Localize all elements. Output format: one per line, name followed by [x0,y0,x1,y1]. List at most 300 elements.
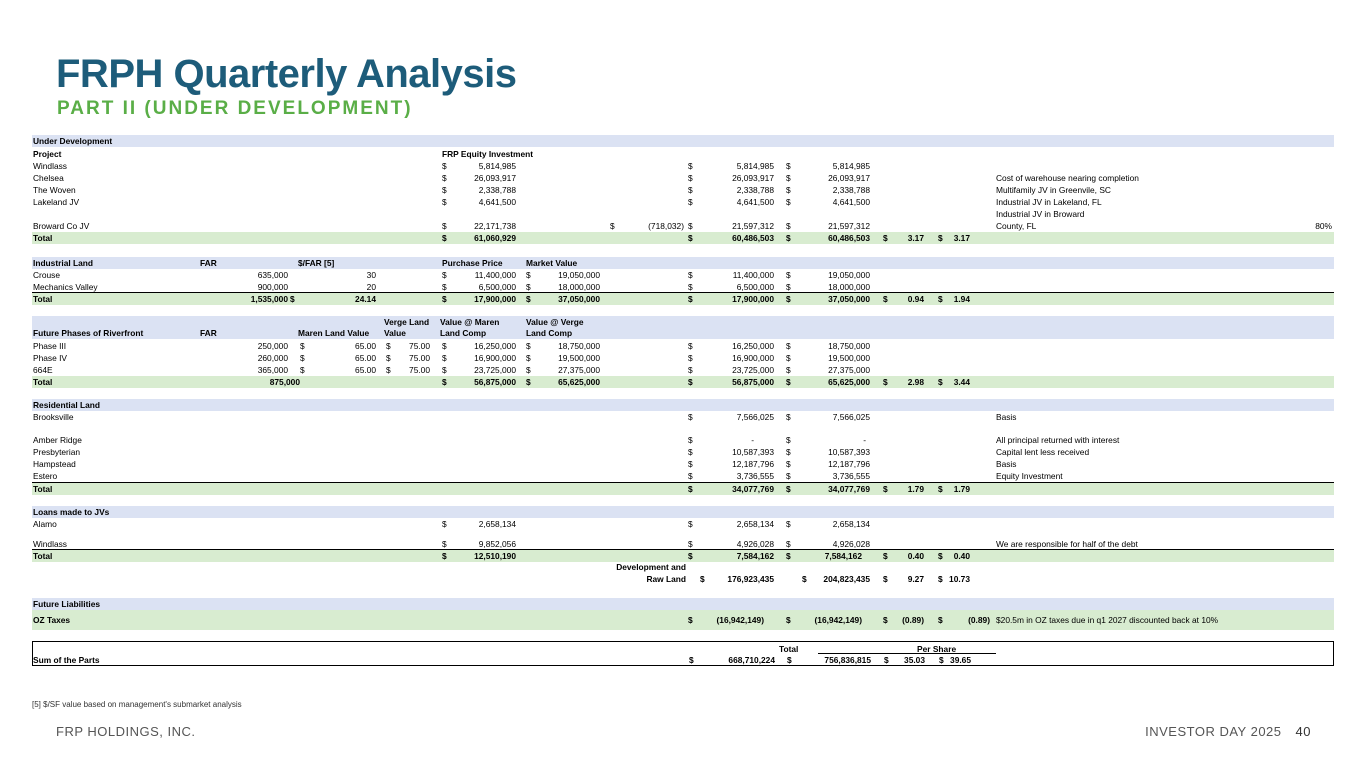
col-project: Project [33,149,62,159]
low-value: (16,942,149) [716,615,764,625]
total-label: Total [33,233,53,243]
currency: $ [442,282,447,292]
table-row-note [32,208,1334,220]
low-value: 2,658,134 [736,519,774,529]
currency: $ [884,655,889,665]
loan-amount: 12,510,190 [474,551,516,561]
currency: $ [786,270,791,280]
currency: $ [526,270,531,280]
table-row [32,160,1334,172]
dev-raw-label-1: Development and [616,562,686,572]
residential-name: Estero [33,471,58,481]
table-row [32,364,1334,376]
high-value: 2,658,134 [832,519,870,529]
value-verge: 27,375,000 [558,365,600,375]
currency: $ [688,519,693,529]
per-share-low: (0.89) [902,615,924,625]
table-row [32,446,1334,458]
currency: $ [688,294,693,304]
high-value: 19,500,000 [828,353,870,363]
col-value-verge-2: Land Comp [526,328,573,338]
high-value: 34,077,769 [828,484,870,494]
high-value: 65,625,000 [828,377,870,387]
total-low: 668,710,224 [728,655,775,665]
high-value: 4,926,028 [832,539,870,549]
col-far: FAR [200,258,217,268]
currency: $ [688,435,693,445]
currency: $ [883,294,888,304]
loan-amount: 2,658,134 [478,519,516,529]
maren-value: 65.00 [355,353,376,363]
table-row [32,220,1334,232]
currency: $ [786,221,791,231]
value-maren: 16,900,000 [474,353,516,363]
high-value: 5,814,985 [832,161,870,171]
price-per-far: 20 [366,282,376,292]
low-value: 11,400,000 [732,270,774,280]
per-share-low: 1.79 [907,484,924,494]
currency: $ [688,484,693,494]
per-share-low: 3.17 [907,233,924,243]
currency: $ [786,197,791,207]
currency: $ [688,282,693,292]
high-value: 18,750,000 [828,341,870,351]
currency: $ [786,185,791,195]
currency: $ [442,185,447,195]
currency: $ [883,615,888,625]
currency: $ [526,353,531,363]
high-value: 21,597,312 [828,221,870,231]
equity-value: 2,338,788 [478,185,516,195]
far-value: 875,000 [269,377,300,387]
section-label: Under Development [33,136,113,146]
per-share-low: 35.03 [904,655,925,665]
low-value: 6,500,000 [736,282,774,292]
per-share-high: 0.40 [953,551,970,561]
per-share-high: 1.94 [953,294,970,304]
high-value: 10,587,393 [828,447,870,457]
section-future-liabilities [32,598,1334,610]
col-frp-equity: FRP Equity Investment [442,149,534,159]
per-share-low: 0.40 [907,551,924,561]
currency: $ [938,294,943,304]
ownership-percent: 80% [1315,221,1332,231]
project-name: Lakeland JV [33,197,80,207]
far-value: 250,000 [257,341,288,351]
per-share-low: 9.27 [907,574,924,584]
value-verge: 19,500,000 [558,353,600,363]
table-row [32,458,1334,470]
currency: $ [786,377,791,387]
row-note: All principal returned with interest [996,435,1120,445]
per-share-high: 3.17 [953,233,970,243]
col-market-value: Market Value [526,258,578,268]
summary-divider [818,653,996,654]
total-row [32,292,1334,305]
maren-value: 65.00 [355,365,376,375]
currency: $ [786,435,791,445]
currency: $ [442,365,447,375]
low-value: 4,926,028 [736,539,774,549]
low-value: 21,597,312 [732,221,774,231]
currency: $ [938,615,943,625]
section-label: Industrial Land [33,258,94,268]
currency: $ [786,551,791,561]
currency: $ [939,655,944,665]
maren-value: 65.00 [355,341,376,351]
row-note: We are responsible for half of the debt [996,539,1138,549]
currency: $ [442,233,447,243]
currency: $ [938,484,943,494]
market-value: 18,000,000 [558,282,600,292]
currency: $ [300,341,305,351]
currency: $ [938,233,943,243]
currency: $ [938,551,943,561]
high-value: 7,584,162 [824,551,862,561]
currency: $ [300,365,305,375]
currency: $ [786,459,791,469]
currency: $ [442,197,447,207]
col-maren-land-value: Maren Land Value [298,328,370,338]
high-value: 7,566,025 [832,412,870,422]
per-share-high: 39.65 [950,655,971,665]
currency: $ [688,161,693,171]
currency: $ [688,197,693,207]
currency: $ [688,341,693,351]
row-note: Cost of warehouse nearing completion [996,173,1139,183]
high-value: - [863,435,866,445]
currency: $ [787,655,792,665]
currency: $ [689,655,694,665]
currency: $ [883,484,888,494]
high-value: 2,338,788 [832,185,870,195]
currency: $ [786,365,791,375]
currency: $ [688,447,693,457]
currency: $ [786,161,791,171]
col-value-maren-2: Land Comp [440,328,487,338]
col-price-per-far: $/FAR [5] [298,258,335,268]
currency: $ [938,574,943,584]
value-maren: 56,875,000 [474,377,516,387]
currency: $ [526,282,531,292]
sum-of-parts-label: Sum of the Parts [33,655,100,665]
currency: $ [802,574,807,584]
currency: $ [688,270,693,280]
per-share-high: 3.44 [953,377,970,387]
row-note: Equity Investment [996,471,1063,481]
currency: $ [442,221,447,231]
high-value: 37,050,000 [828,294,870,304]
residential-name: Amber Ridge [33,435,82,445]
currency: $ [786,447,791,457]
currency: $ [688,471,693,481]
residential-name: Presbyterian [33,447,81,457]
loan-name: Windlass [33,539,67,549]
low-value: 26,093,917 [732,173,774,183]
currency: $ [526,365,531,375]
currency: $ [786,353,791,363]
col-total: Total [779,644,799,654]
table-row [32,269,1334,281]
far-value: 260,000 [257,353,288,363]
currency: $ [883,551,888,561]
price-per-far: 24.14 [355,294,376,304]
high-value: 3,736,555 [832,471,870,481]
page-title: FRPH Quarterly Analysis [56,52,517,96]
col-purchase-price: Purchase Price [442,258,503,268]
purchase-value: 11,400,000 [474,270,516,280]
table-row [32,184,1334,196]
currency: $ [786,412,791,422]
section-industrial-land [32,257,1334,269]
project-name: The Woven [33,185,76,195]
total-label: Total [33,377,53,387]
low-value: 5,814,985 [736,161,774,171]
section-residential-land [32,399,1334,411]
currency: $ [786,341,791,351]
footer-company: FRP HOLDINGS, INC. [56,724,196,739]
currency: $ [442,377,447,387]
total-row [32,232,1334,244]
low-value: 2,338,788 [736,185,774,195]
low-value: 60,486,503 [732,233,774,243]
currency: $ [688,173,693,183]
currency: $ [700,574,705,584]
low-value: 23,725,000 [732,365,774,375]
low-value: 17,900,000 [732,294,774,304]
high-value: (16,942,149) [814,615,862,625]
section-label: Future Liabilities [33,599,101,609]
loan-name: Alamo [33,519,57,529]
currency: $ [442,353,447,363]
low-value: 176,923,435 [727,574,774,584]
high-value: 26,093,917 [828,173,870,183]
adjustment-value: (718,032) [648,221,684,231]
per-share-low: 0.94 [907,294,924,304]
high-value: 12,187,796 [828,459,870,469]
equity-value: 61,060,929 [474,233,516,243]
table-row [32,518,1334,530]
currency: $ [688,233,693,243]
currency: $ [442,341,447,351]
project-name: Chelsea [33,173,64,183]
currency: $ [526,341,531,351]
col-per-share: Per Share [917,644,957,654]
total-high: 756,836,815 [824,655,871,665]
col-far: FAR [200,328,217,338]
row-note: Basis [996,412,1017,422]
value-maren: 16,250,000 [474,341,516,351]
high-value: 204,823,435 [823,574,870,584]
footer-event [1145,724,1311,739]
currency: $ [386,353,391,363]
low-value: 16,250,000 [732,341,774,351]
far-value: 635,000 [257,270,288,280]
dev-raw-land-row [32,561,1334,585]
total-label: Total [33,294,53,304]
currency: $ [688,185,693,195]
row-note: County, FL [996,221,1037,231]
currency: $ [688,551,693,561]
project-name: Broward Co JV [33,221,90,231]
currency: $ [386,341,391,351]
row-note: $20.5m in OZ taxes due in q1 2027 discounted back at 10% [996,615,1219,625]
residential-name: Brooksville [33,412,74,422]
low-value: 4,641,500 [736,197,774,207]
phase-name: 664E [33,365,53,375]
phase-name: Phase III [33,341,67,351]
under-development-col-headers [32,148,1334,160]
oz-taxes-row [32,610,1334,630]
high-value: 18,000,000 [828,282,870,292]
high-value: 4,641,500 [832,197,870,207]
currency: $ [688,615,693,625]
per-share-low: 2.98 [907,377,924,387]
page-subtitle: PART II (UNDER DEVELOPMENT) [57,98,413,119]
currency: $ [688,365,693,375]
table-row [32,470,1334,482]
currency: $ [290,294,295,304]
page-number: 40 [1295,724,1311,739]
high-value: 19,050,000 [828,270,870,280]
currency: $ [442,270,447,280]
oz-taxes-label: OZ Taxes [33,615,71,625]
far-value: 365,000 [257,365,288,375]
low-value: 10,587,393 [732,447,774,457]
sum-of-parts-box [32,641,1334,666]
row-note: Capital lent less received [996,447,1090,457]
currency: $ [688,221,693,231]
project-name: Windlass [33,161,67,171]
table-row [32,172,1334,184]
equity-value: 5,814,985 [478,161,516,171]
currency: $ [610,221,615,231]
section-future-phases [32,316,1334,339]
high-value: 27,375,000 [828,365,870,375]
table-row [32,196,1334,208]
currency: $ [688,412,693,422]
price-per-far: 30 [366,270,376,280]
per-share-high: 1.79 [953,484,970,494]
currency: $ [442,551,447,561]
row-note: Industrial JV in Broward [996,209,1085,219]
col-value-verge: Value @ Verge [526,317,584,327]
far-value: 1,535,000 [250,294,288,304]
currency: $ [786,484,791,494]
section-under-development [32,135,1334,147]
equity-value: 4,641,500 [478,197,516,207]
currency: $ [386,365,391,375]
verge-value: 75.00 [409,341,430,351]
currency: $ [786,539,791,549]
currency: $ [688,459,693,469]
col-verge-land-value: Verge Land [384,317,430,327]
currency: $ [938,377,943,387]
low-value: 7,566,025 [736,412,774,422]
currency: $ [300,353,305,363]
section-label: Residential Land [33,400,101,410]
total-row [32,482,1334,495]
verge-value: 75.00 [409,353,430,363]
row-note: Industrial JV in Lakeland, FL [996,197,1102,207]
total-label: Total [33,484,53,494]
currency: $ [442,161,447,171]
currency: $ [688,539,693,549]
currency: $ [883,377,888,387]
footer-event-label: INVESTOR DAY 2025 [1145,724,1282,739]
table-row [32,434,1334,446]
section-label: Loans made to JVs [33,507,110,517]
footnote: [5] $/SF value based on management's submarket analysis [32,700,242,709]
row-note: Multifamily JV in Greenvile, SC [996,185,1111,195]
market-value: 19,050,000 [558,270,600,280]
low-value: 34,077,769 [732,484,774,494]
value-maren: 23,725,000 [474,365,516,375]
low-value: 3,736,555 [736,471,774,481]
col-value-maren: Value @ Maren [440,317,500,327]
currency: $ [786,282,791,292]
table-row [32,340,1334,352]
residential-name: Hampstead [33,459,76,469]
section-loans [32,506,1334,518]
phase-name: Phase IV [33,353,67,363]
total-row [32,376,1334,388]
low-value: 16,900,000 [732,353,774,363]
far-value: 900,000 [257,282,288,292]
section-label: Future Phases of Riverfront [33,328,144,338]
currency: $ [786,173,791,183]
currency: $ [786,294,791,304]
table-row [32,411,1334,423]
col-verge-land-value-2: Value [384,328,406,338]
per-share-high: 10.73 [949,574,970,584]
loan-amount: 9,852,056 [478,539,516,549]
low-value: 56,875,000 [732,377,774,387]
currency: $ [688,353,693,363]
currency: $ [526,294,531,304]
currency: $ [442,519,447,529]
currency: $ [442,539,447,549]
currency: $ [883,233,888,243]
currency: $ [688,377,693,387]
currency: $ [526,377,531,387]
currency: $ [786,519,791,529]
total-label: Total [33,551,53,561]
value-verge: 65,625,000 [558,377,600,387]
low-value: - [751,435,754,445]
dev-raw-label-2: Raw Land [646,574,686,584]
low-value: 12,187,796 [732,459,774,469]
currency: $ [442,173,447,183]
high-value: 60,486,503 [828,233,870,243]
low-value: 7,584,162 [736,551,774,561]
verge-value: 75.00 [409,365,430,375]
per-share-high: (0.89) [968,615,990,625]
currency: $ [786,615,791,625]
equity-value: 26,093,917 [474,173,516,183]
currency: $ [786,471,791,481]
currency: $ [442,294,447,304]
equity-value: 22,171,738 [474,221,516,231]
row-note: Basis [996,459,1017,469]
land-name: Crouse [33,270,60,280]
purchase-value: 6,500,000 [478,282,516,292]
currency: $ [883,574,888,584]
table-row [32,352,1334,364]
market-value: 37,050,000 [558,294,600,304]
purchase-value: 17,900,000 [474,294,516,304]
currency: $ [786,233,791,243]
